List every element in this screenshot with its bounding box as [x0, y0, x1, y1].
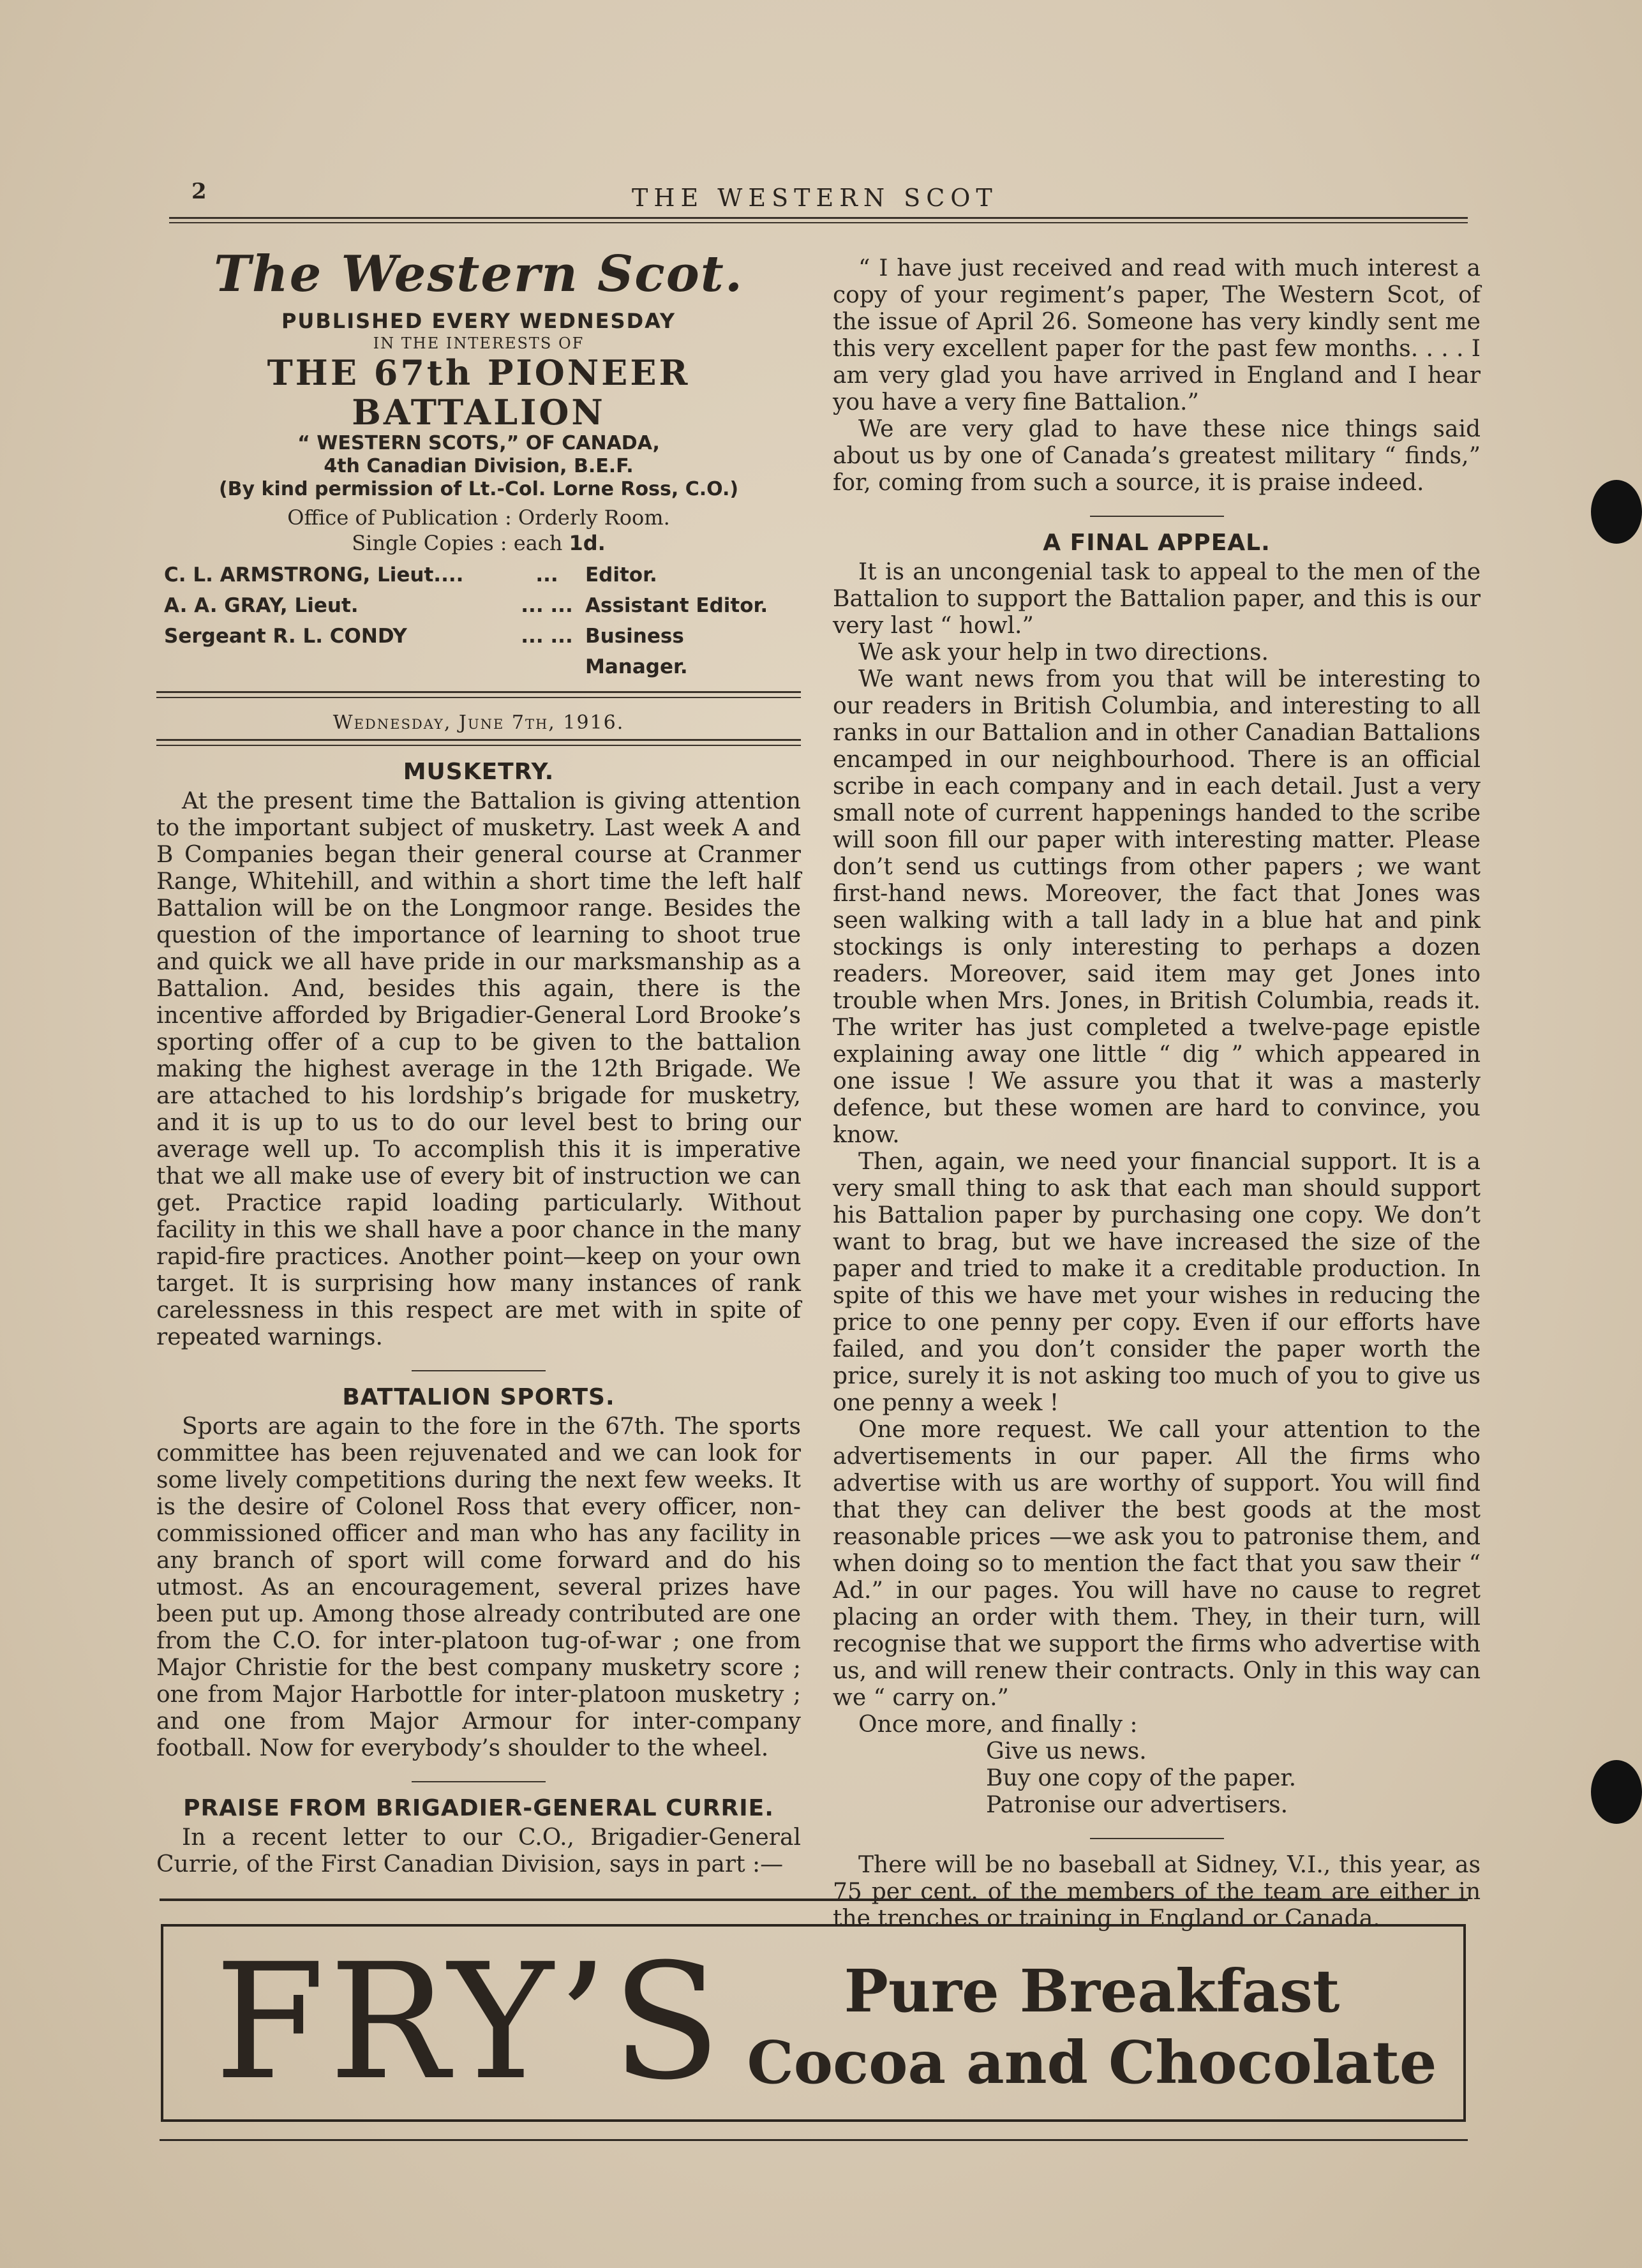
double-rule — [156, 691, 801, 698]
staff-row — [156, 560, 801, 590]
staff-name: Sergeant R. L. CONDY — [164, 625, 407, 648]
appeal-heading: A FINAL APPEAL. — [1043, 530, 1271, 556]
advert-slogan — [738, 1955, 1446, 2098]
appeal-paragraph: We want news from you that will be interesting to our readers in British Columbia, and interesting to all ranks in our Battalion and in other Canadian Battalions encamped in our neighbourhood. There is an official scribe in each company and in each detail. Just a very small note of current happenings handed to the scribe will soon fill our paper with interesting matter. Please don’t send us cuttings from other papers ; we want first-hand news. Moreover, the fact that Jones was seen walking with a tall lady in a blue hat and pink stockings is only interesting to perhaps a dozen readers. Moreover, said item may get Jones into trouble when Mrs. Jones, in British Columbia, reads it. The writer has just completed a twelve-page epistle explaining away one little “ dig ” which appeared in one issue ! We assure you that it was a masterly defence, but these women are hard to convince, you know. — [833, 666, 1481, 1148]
masthead-title: The Western Scot. — [214, 245, 743, 303]
running-title: THE WESTERN SCOT — [632, 184, 998, 212]
header-rule — [169, 217, 1468, 219]
staff-row — [156, 621, 801, 682]
advert-brand: FRY’S — [214, 1929, 725, 2115]
praise-letter: “ I have just received and read with much interest a copy of your regiment’s paper, The Western Scot, of the issue of April 26. Someone has very kindly sent me this very excellent paper for the past few months. . . . I am very glad you have arrived in England and I hear you have a very fine Battalion.” — [833, 255, 1481, 415]
list-item: Give us news. — [986, 1738, 1147, 1764]
office-line: Office of Publication : Orderly Room. — [287, 505, 670, 530]
section-rule — [412, 1370, 546, 1371]
section-rule — [1090, 516, 1224, 517]
sports-body: Sports are again to the fore in the 67th. The sports committee has been rejuvenated and we can look for some lively competitions during the next few weeks. It is the desire of Colonel Ross that every officer, non-commissioned officer and man who has any facility in any branch of sport will come forward and do his utmost. As an encouragement, several prizes have been put up. Among those already contributed are one from the C.O. for inter-platoon tug-of-war ; one from Major Christie for the best company musketry score ; one from Major Harbottle for inter-platoon musketry ; and one from Major Armour for inter-company football. Now for everybody’s shoulder to the wheel. — [156, 1414, 801, 1761]
header-rule — [169, 222, 1468, 223]
staff-role: Business Manager. — [585, 625, 688, 678]
ink-blot — [1591, 480, 1642, 544]
double-rule — [156, 739, 801, 746]
musketry-body: At the present time the Battalion is giving attention to the important subject of musketry. Last week A and B Companies began their general course at Cranmer Range, Whitehill, and within a short time the left half Battalion will be on the Longmoor range. Besides the question of the importance of learning to shoot true and quick we all have pride in our marksmanship as a Battalion. And, besides this again, there is the incentive afforded by Brigadier-General Lord Brooke’s sporting offer of a cup to be given to the battalion making the highest average in the 12th Brigade. We are attached to his lordship’s brigade for musketry, and it is up to us to do our level best to bring our average well up. To accomplish this it is imperative that we all make use of every bit of instruction we can get. Practice rapid loading particularly. Without facility in this we shall have a poor chance in the many rapid-fire practices. Another point—keep on your own target. It is surprising how many instances of rank carelessness in this respect are met with in spite of repeated warnings. — [156, 788, 801, 1350]
staff-dots: ... — [535, 563, 558, 586]
advert-bottom-rule — [160, 2139, 1468, 2141]
section-rule — [1090, 1838, 1224, 1839]
staff-dots: ... ... — [521, 625, 573, 648]
appeal-paragraph: Once more, and finally : — [858, 1712, 1138, 1738]
battalion-name: THE 67th PIONEER BATTALION — [267, 352, 690, 433]
advert-top-rule — [160, 1899, 1468, 1901]
staff-dots: ... ... — [521, 594, 573, 617]
staff-list — [156, 560, 801, 682]
appeal-paragraph: It is an uncongenial task to appeal to the men of the Battalion to support the Battalion paper, and this is our very last “ howl.” — [833, 559, 1481, 639]
fry-advertisement — [161, 1924, 1466, 2122]
staff-role: Editor. — [585, 563, 657, 586]
staff-role: Assistant Editor. — [585, 594, 768, 617]
staff-name: A. A. GRAY, Lieut. — [164, 594, 359, 617]
left-column — [156, 246, 801, 1878]
list-item: Buy one copy of the paper. — [986, 1765, 1297, 1791]
published-line: PUBLISHED EVERY WEDNESDAY — [281, 309, 676, 333]
baseball-note: There will be no baseball at Sidney, V.I., this year, as 75 per cent. of the members of the team are either in the trenches or training in England or Canada. — [833, 1852, 1481, 1932]
sports-heading: BATTALION SPORTS. — [342, 1384, 615, 1410]
appeal-paragraph: Then, again, we need your financial support. It is a very small thing to ask that each man should support his Battalion paper by purchasing one copy. We don’t want to brag, but we have increased the size of the paper and tried to make it a creditable production. In spite of this we have met your wishes in reducing the price to one penny per copy. Even if our efforts have failed, and you don’t consider the paper worth the price, surely it is not asking too much of you to give us one penny a week ! — [833, 1149, 1481, 1416]
appeal-paragraph: We ask your help in two directions. — [858, 639, 1269, 666]
page-number: 2 — [191, 179, 207, 204]
advert-line: Cocoa and Chocolate — [747, 2028, 1437, 2097]
staff-row — [156, 590, 801, 621]
permission-line: (By kind permission of Lt.-Col. Lorne Ross, C.O.) — [218, 478, 739, 500]
advert-line: Pure Breakfast — [844, 1957, 1340, 2026]
copies-label: Single Copies : each — [352, 531, 563, 555]
praise-heading: PRAISE FROM BRIGADIER-GENERAL CURRIE. — [183, 1795, 774, 1821]
division-line: 4th Canadian Division, B.E.F. — [324, 455, 634, 477]
right-column — [833, 255, 1481, 1932]
interests-line: IN THE INTERESTS OF — [373, 334, 585, 352]
list-item: Patronise our advertisers. — [986, 1792, 1288, 1818]
appeal-list — [833, 1738, 1481, 1819]
copies-price: 1d. — [569, 531, 606, 555]
praise-paragraph: We are very glad to have these nice things said about us by one of Canada’s greatest military “ finds,” for, coming from such a source, it is praise indeed. — [833, 416, 1481, 496]
praise-paragraph: In a recent letter to our C.O., Brigadier-General Currie, of the First Canadian Division, says in part :— — [156, 1824, 801, 1877]
battalion-subtitle: “ WESTERN SCOTS,” OF CANADA, — [297, 432, 660, 454]
section-rule — [412, 1781, 546, 1782]
appeal-paragraph: One more request. We call your attention to the advertisements in our paper. All the firms who advertise with us are worthy of support. You will find that they can deliver the best goods at the most reasonable prices —we ask you to patronise them, and when doing so to mention the fact that you saw their “ Ad.” in our pages. You will have no cause to regret placing an order with them. They, in their turn, will recognise that we support the firms who advertise with us, and will renew their contracts. Only in this way can we “ carry on.” — [833, 1417, 1481, 1711]
ink-blot — [1591, 1760, 1642, 1824]
copies-line — [156, 530, 801, 556]
issue-date: Wednesday, June 7th, 1916. — [332, 712, 625, 734]
staff-name: C. L. ARMSTRONG, Lieut.... — [164, 563, 464, 586]
musketry-heading: MUSKETRY. — [403, 759, 555, 785]
